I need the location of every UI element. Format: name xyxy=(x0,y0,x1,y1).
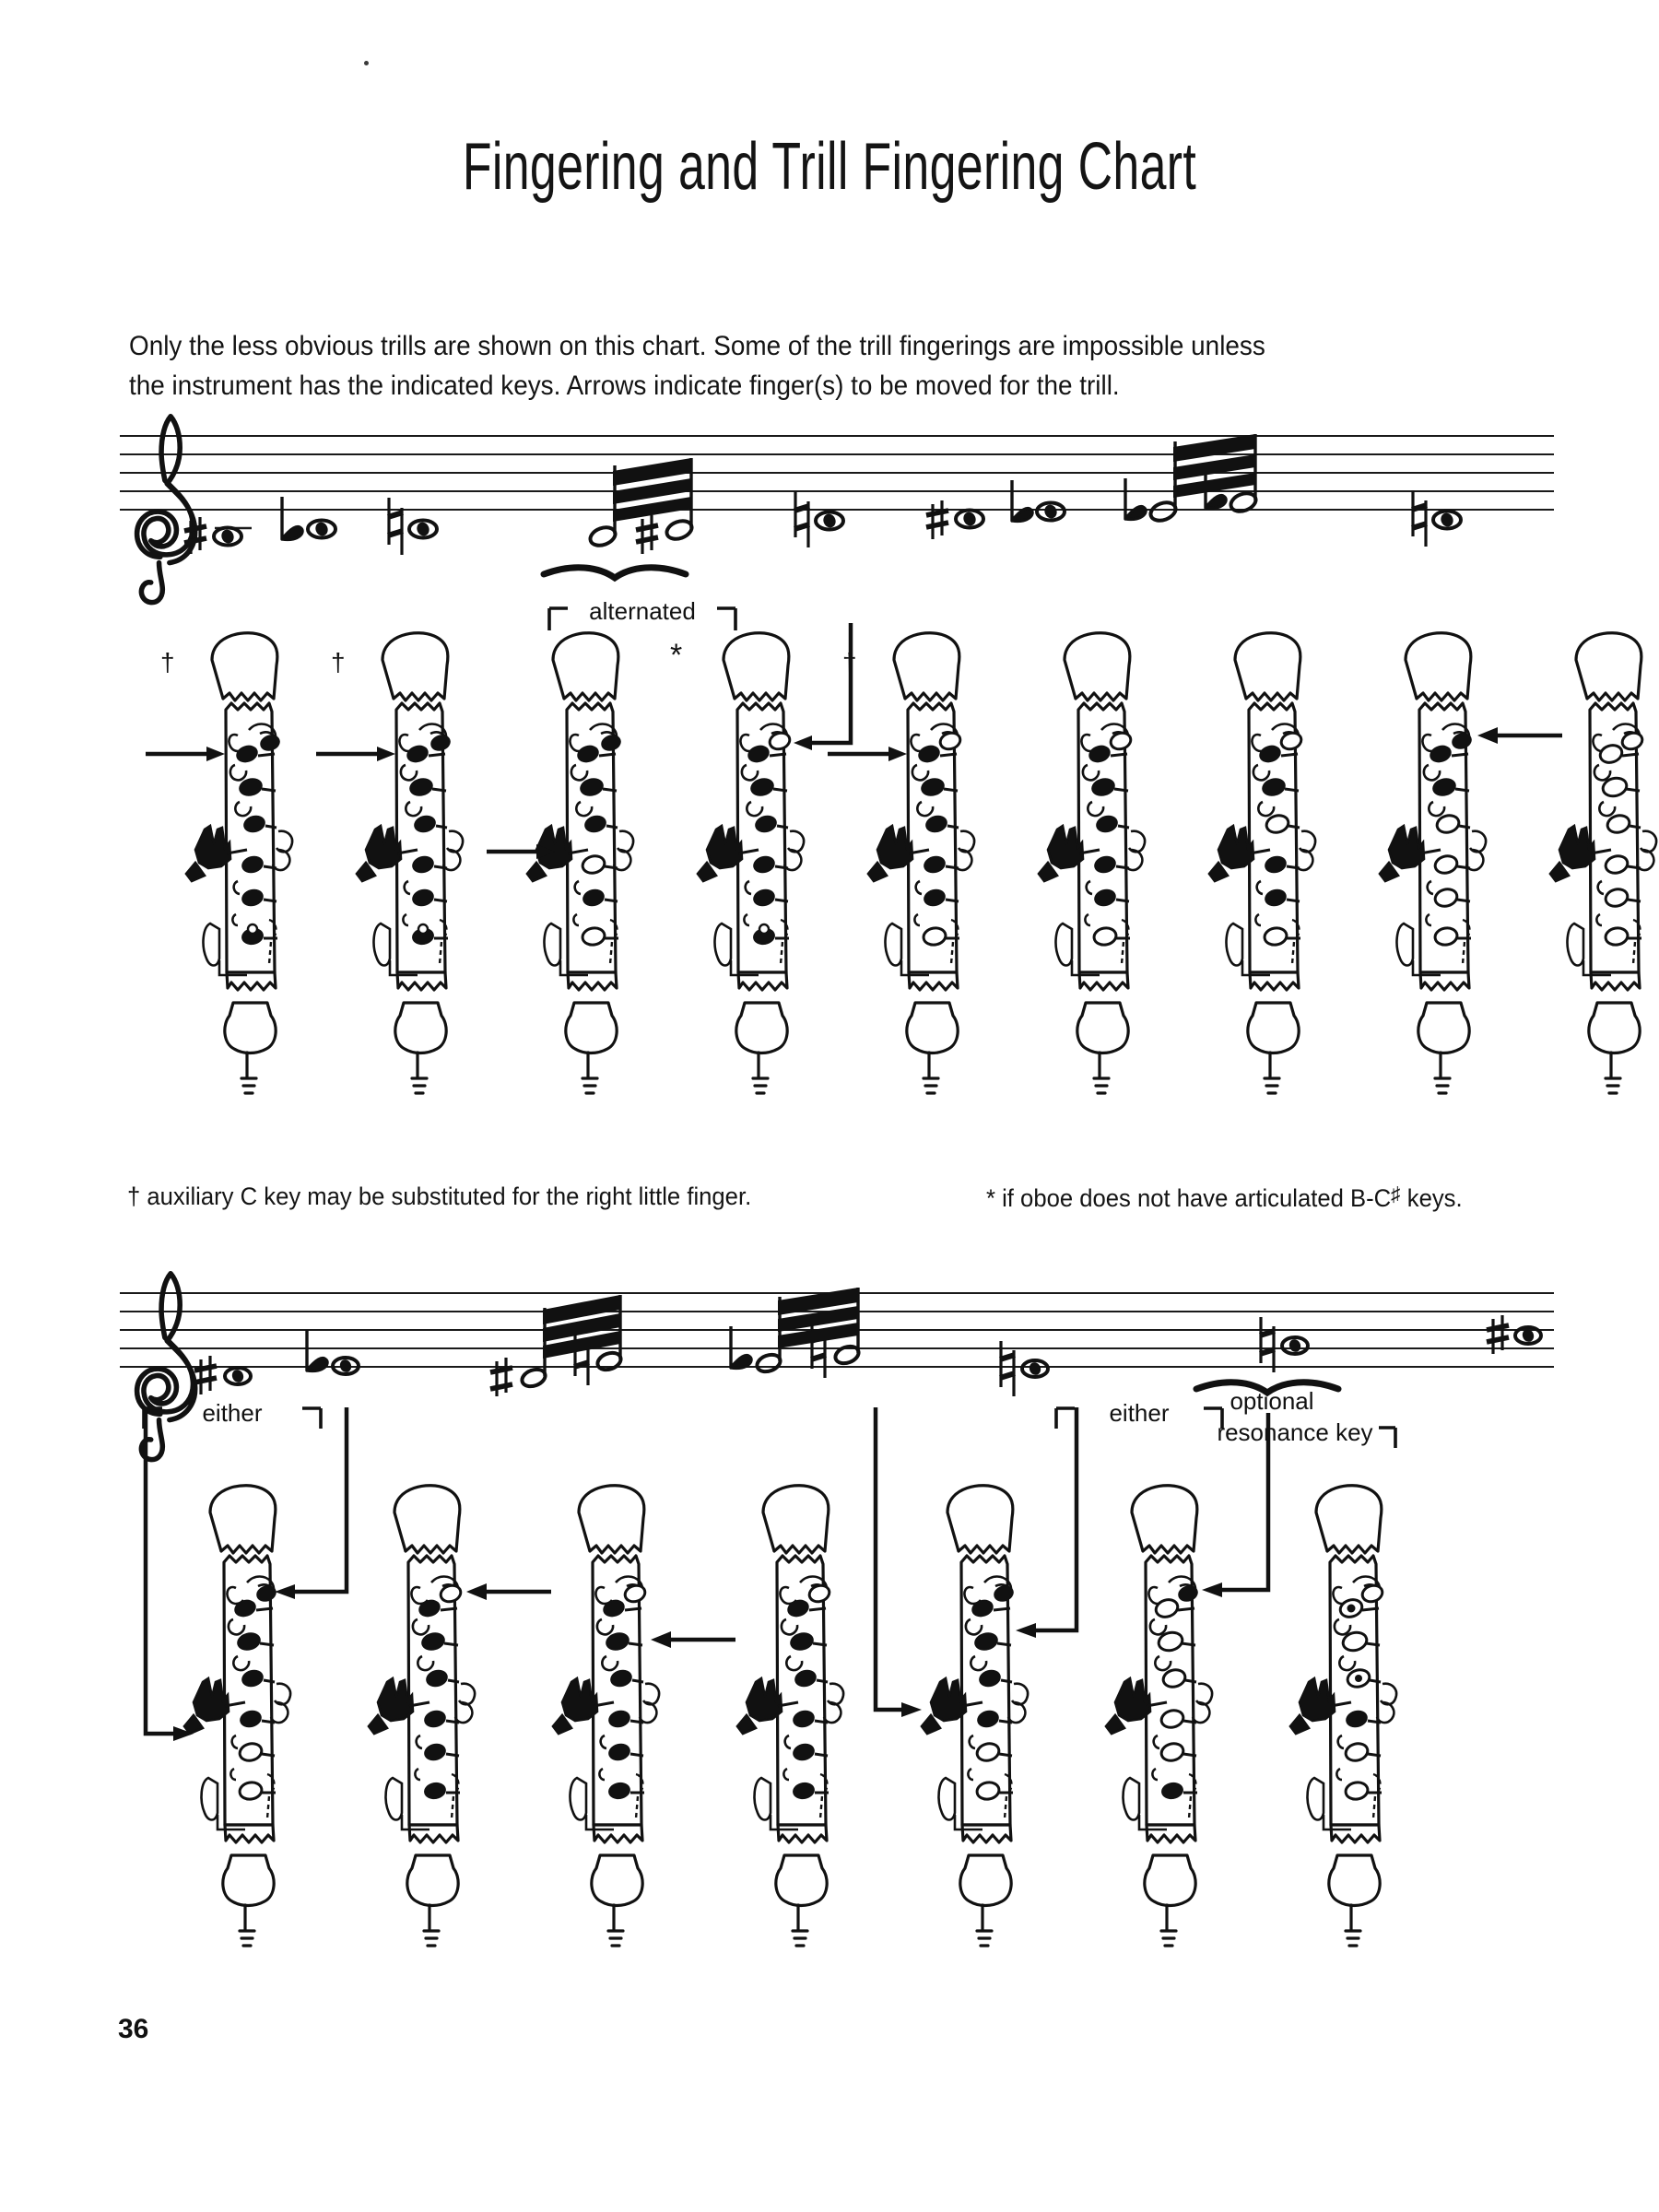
page-speck xyxy=(364,61,369,65)
oboe-diagram-16 xyxy=(1235,1470,1419,2018)
oboe-diagram-13 xyxy=(682,1470,866,2018)
label-optional-line2: resonance key xyxy=(1217,1418,1373,1446)
arrow-left-into-key xyxy=(828,747,907,761)
oboe-bell xyxy=(1576,633,1641,700)
accidental-flat xyxy=(307,1330,327,1371)
music-system-1 xyxy=(120,419,1558,604)
oboe-reed xyxy=(582,1053,597,1093)
oboe-reed xyxy=(412,1053,427,1093)
accidental-natural xyxy=(388,498,403,555)
bracket-label-optional-resonance xyxy=(1198,1387,1493,1461)
oboe-bell xyxy=(210,1486,276,1553)
oboe-reed xyxy=(924,1053,938,1093)
oboe-bell-bottom xyxy=(736,1003,787,1053)
oboe-diagram-4 xyxy=(650,618,820,1166)
note-group-3 xyxy=(388,498,437,555)
oboe-reed xyxy=(1161,1905,1176,1946)
bracket-label-either-1 xyxy=(138,1401,359,1441)
oboe-bell-bottom xyxy=(1329,1855,1380,1906)
oboe-bell-bottom xyxy=(566,1003,617,1053)
note-group-5 xyxy=(794,491,843,547)
accidental-natural xyxy=(794,491,809,547)
oboe-reed xyxy=(753,1053,768,1093)
oboe-bell xyxy=(1316,1486,1382,1553)
key-open xyxy=(759,924,769,934)
notehead-whole xyxy=(956,511,983,528)
oboe-diagram-1 xyxy=(138,618,309,1166)
oboe-joint xyxy=(409,1825,458,1842)
accidental-sharp xyxy=(194,1356,217,1394)
oboe-bell xyxy=(553,633,618,700)
oboe-bell-bottom xyxy=(1145,1855,1195,1906)
oboe-bell-bottom xyxy=(592,1855,642,1906)
oboe-bell xyxy=(1235,633,1300,700)
oboe-bell-bottom xyxy=(395,1003,446,1053)
notehead-whole xyxy=(1515,1327,1541,1344)
oboe-joint xyxy=(225,1825,274,1842)
oboe-bell-bottom xyxy=(1248,1003,1299,1053)
note-group-4-trill xyxy=(731,1288,861,1378)
accidental-natural xyxy=(1260,1317,1275,1372)
oboe-diagram-6 xyxy=(991,618,1161,1166)
notehead-whole xyxy=(1037,503,1065,521)
oboe-diagram-8 xyxy=(1332,618,1502,1166)
page-number: 36 xyxy=(118,2014,149,2044)
key-open xyxy=(418,924,428,934)
oboe-diagram-2 xyxy=(309,618,479,1166)
label-either-2: either xyxy=(1109,1399,1170,1427)
oboe-bell xyxy=(947,1486,1013,1553)
tremolo-beams xyxy=(613,458,691,522)
marker-dagger: † xyxy=(160,648,175,677)
oboe-diagram-3 xyxy=(479,618,650,1166)
footnote-asterisk-prefix: * if oboe does not have articulated B-C xyxy=(986,1184,1392,1212)
note-group-6 xyxy=(926,500,983,539)
oboe-reed xyxy=(977,1905,992,1946)
bracket-end-right xyxy=(1379,1428,1395,1448)
accidental-flat xyxy=(731,1326,751,1368)
oboe-joint xyxy=(962,1825,1011,1842)
notehead-whole xyxy=(225,1368,251,1384)
oboe-diagram-7 xyxy=(1161,618,1332,1166)
oboe-bell-bottom xyxy=(223,1855,274,1906)
accidental-sharp xyxy=(490,1358,512,1396)
oboe-joint xyxy=(1147,1825,1195,1842)
oboe-bell-bottom xyxy=(1589,1003,1640,1053)
key-dot xyxy=(1347,1605,1356,1613)
oboe-joint xyxy=(594,1825,642,1842)
oboe-bell xyxy=(1065,633,1130,700)
notehead-whole xyxy=(409,521,437,538)
oboe-bell xyxy=(394,1486,460,1553)
tremolo-beams xyxy=(1173,434,1255,498)
oboe-bell xyxy=(579,1486,644,1553)
marker-asterisk: * xyxy=(670,638,683,673)
oboe-bell-bottom xyxy=(225,1003,276,1053)
oboe-bell xyxy=(1406,633,1471,700)
oboe-bell-bottom xyxy=(960,1855,1011,1906)
sharp-sign-icon: ♯ xyxy=(1391,1182,1401,1206)
oboe-diagram-5 xyxy=(820,618,991,1166)
oboe-bell xyxy=(1132,1486,1197,1553)
note-group-2 xyxy=(282,497,335,539)
oboe-bell xyxy=(724,633,789,700)
oboe-bell-bottom xyxy=(1418,1003,1469,1053)
note-group-1 xyxy=(194,1356,251,1394)
oboe-reed xyxy=(1346,1905,1360,1946)
label-either-1: either xyxy=(202,1399,263,1427)
oboe-reed xyxy=(424,1905,439,1946)
marker-dagger: † xyxy=(842,648,857,677)
oboe-bell xyxy=(763,1486,829,1553)
oboe-reed xyxy=(1265,1053,1279,1093)
note-group-9 xyxy=(1412,490,1461,547)
intro-line-2: the instrument has the indicated keys. Arrows indicate finger(s) to be moved for the trill. xyxy=(129,370,1120,401)
footnote-asterisk xyxy=(986,1182,1463,1213)
accidental-sharp xyxy=(926,500,948,539)
label-optional-line1: optional xyxy=(1230,1387,1314,1415)
oboe-bell xyxy=(894,633,959,700)
note-group-6 xyxy=(1260,1317,1308,1372)
oboe-bell-bottom xyxy=(907,1003,958,1053)
key-open xyxy=(248,924,257,934)
notehead-whole xyxy=(816,512,843,530)
oboe-bell-bottom xyxy=(1077,1003,1128,1053)
label-alternated: alternated xyxy=(589,597,696,625)
oboe-reed xyxy=(241,1053,256,1093)
key-dot xyxy=(1355,1675,1362,1682)
note-group-7 xyxy=(1012,480,1065,521)
tremolo-beams xyxy=(778,1288,858,1348)
oboe-reed xyxy=(240,1905,254,1946)
accidental-flat xyxy=(1125,478,1146,519)
oboe-diagram-9 xyxy=(1502,618,1659,1166)
intro-line-1: Only the less obvious trills are shown on this chart. Some of the trill fingerings are impossible unless xyxy=(129,331,1265,361)
marker-dagger: † xyxy=(331,648,346,677)
oboe-reed xyxy=(608,1905,623,1946)
oboe-joint xyxy=(778,1825,827,1842)
oboe-diagram-14 xyxy=(866,1470,1051,2018)
note-group-3-trill xyxy=(490,1295,623,1396)
intro-paragraph xyxy=(129,327,1453,406)
notehead-whole xyxy=(1282,1337,1308,1354)
oboe-reed xyxy=(793,1905,807,1946)
footnote-dagger: † auxiliary C key may be substituted for the right little finger. xyxy=(127,1182,752,1210)
notehead-whole xyxy=(308,521,335,538)
oboe-fingering-row-1 xyxy=(138,618,1659,1166)
oboe-bell xyxy=(382,633,448,700)
oboe-reed xyxy=(1094,1053,1109,1093)
oboe-bell xyxy=(212,633,277,700)
notehead-whole xyxy=(1433,512,1461,529)
staff-lines xyxy=(120,436,1554,510)
accidental-natural xyxy=(1412,490,1427,547)
page-title: Fingering and Trill Fingering Chart xyxy=(462,130,1197,204)
accidental-flat xyxy=(1012,480,1032,521)
oboe-diagram-15 xyxy=(1051,1470,1235,2018)
notehead-whole xyxy=(214,528,241,546)
oboe-diagram-12 xyxy=(498,1470,682,2018)
accidental-sharp xyxy=(636,515,658,554)
oboe-joint xyxy=(1331,1825,1380,1842)
notehead-whole xyxy=(1022,1360,1048,1377)
arrow-left-into-key xyxy=(316,747,395,761)
note-group-2 xyxy=(307,1330,359,1374)
oboe-bell-bottom xyxy=(776,1855,827,1906)
accidental-flat xyxy=(282,497,302,539)
oboe-reed xyxy=(1435,1053,1450,1093)
oboe-bell-bottom xyxy=(407,1855,458,1906)
arrow-left-into-key xyxy=(146,747,225,761)
oboe-fingering-row-2 xyxy=(129,1470,1419,2018)
brace-alternated xyxy=(544,568,686,578)
oboe-diagram-11 xyxy=(313,1470,498,2018)
oboe-diagram-10 xyxy=(129,1470,313,2018)
footnote-asterisk-suffix: keys. xyxy=(1400,1184,1463,1212)
oboe-reed xyxy=(1606,1053,1620,1093)
